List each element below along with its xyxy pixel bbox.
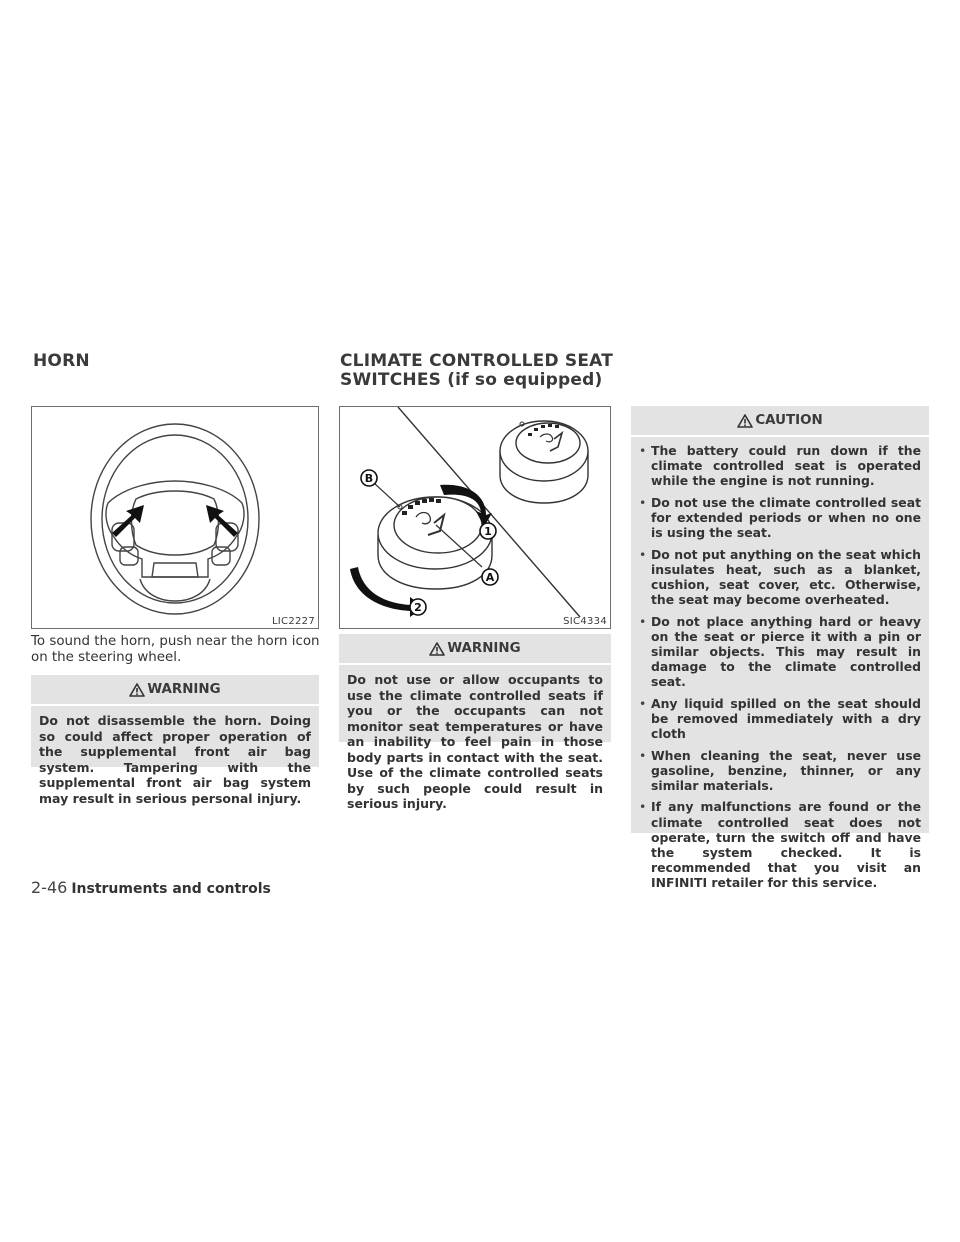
caution-item: • Do not put anything on the seat which insulates heat, such as a blanket, cushion, seat cover, etc. Otherwise, the seat may become overheated. bbox=[639, 547, 921, 608]
climate-seat-heading-line1: CLIMATE CONTROLLED SEAT bbox=[340, 351, 614, 371]
page-number: 2-46 bbox=[31, 878, 68, 897]
horn-warning-text: Do not disassemble the horn. Doing so could affect proper operation of the supplemental front air bag system. Tampering with the supplemental front air bag system may result in serious personal injury. bbox=[39, 713, 311, 806]
warning-triangle-icon bbox=[129, 683, 145, 697]
horn-heading: HORN bbox=[33, 351, 90, 371]
horn-figure-id: LIC2227 bbox=[271, 616, 315, 627]
callout-a: A bbox=[485, 571, 495, 584]
callout-2: 2 bbox=[414, 601, 422, 614]
climate-seat-heading-line2: SWITCHES (if so equipped) bbox=[340, 370, 603, 390]
seat-figure-id: SIC4334 bbox=[563, 616, 607, 627]
caution-triangle-icon bbox=[737, 414, 753, 428]
seat-warning-box bbox=[339, 634, 611, 811]
seat-warning-text: Do not use or allow occupants to use the climate controlled seats if you or the occupants can not monitor seat temperatures or have an inability to feel pain in those body parts in contact with the seat. Use of the climate controlled seats by such people could result in serious injury. bbox=[347, 672, 603, 811]
page-footer bbox=[31, 878, 271, 897]
caution-header bbox=[631, 406, 929, 437]
caution-item: • Do not use the climate controlled seat for extended periods or when no one is using the seat. bbox=[639, 495, 921, 541]
seat-warning-title: WARNING bbox=[447, 641, 521, 656]
caution-title: CAUTION bbox=[755, 413, 823, 428]
horn-figure bbox=[31, 406, 319, 629]
caution-item: • Any liquid spilled on the seat should be removed immediately with a dry cloth bbox=[639, 696, 921, 742]
steering-wheel-illustration bbox=[32, 407, 318, 628]
seat-warning-header bbox=[339, 634, 611, 665]
horn-warning-header bbox=[31, 675, 319, 706]
section-title: Instruments and controls bbox=[71, 881, 271, 897]
callout-1: 1 bbox=[484, 525, 492, 538]
caution-item: • When cleaning the seat, never use gasoline, benzine, thinner, or any similar materials. bbox=[639, 748, 921, 794]
caution-item: • The battery could run down if the climate controlled seat is operated while the engine is not running. bbox=[639, 443, 921, 489]
caution-item: • If any malfunctions are found or the climate controlled seat does not operate, turn the switch off and have the system checked. It is recommended that you visit an INFINITI retailer for this service. bbox=[639, 799, 921, 890]
seat-switch-figure bbox=[339, 406, 611, 629]
horn-warning-title: WARNING bbox=[147, 682, 221, 697]
caution-item: • Do not place anything hard or heavy on the seat or pierce it with a pin or similar objects. This may result in damage to the climate controlled seat. bbox=[639, 614, 921, 690]
seat-switch-illustration bbox=[340, 407, 610, 628]
callout-b: B bbox=[364, 472, 374, 485]
caution-box bbox=[631, 406, 929, 891]
warning-triangle-icon bbox=[429, 642, 445, 656]
horn-instruction-text: To sound the horn, push near the horn icon on the steering wheel. bbox=[31, 634, 320, 665]
climate-seat-heading bbox=[340, 352, 613, 390]
horn-warning-box bbox=[31, 675, 319, 806]
caution-list bbox=[631, 437, 929, 903]
